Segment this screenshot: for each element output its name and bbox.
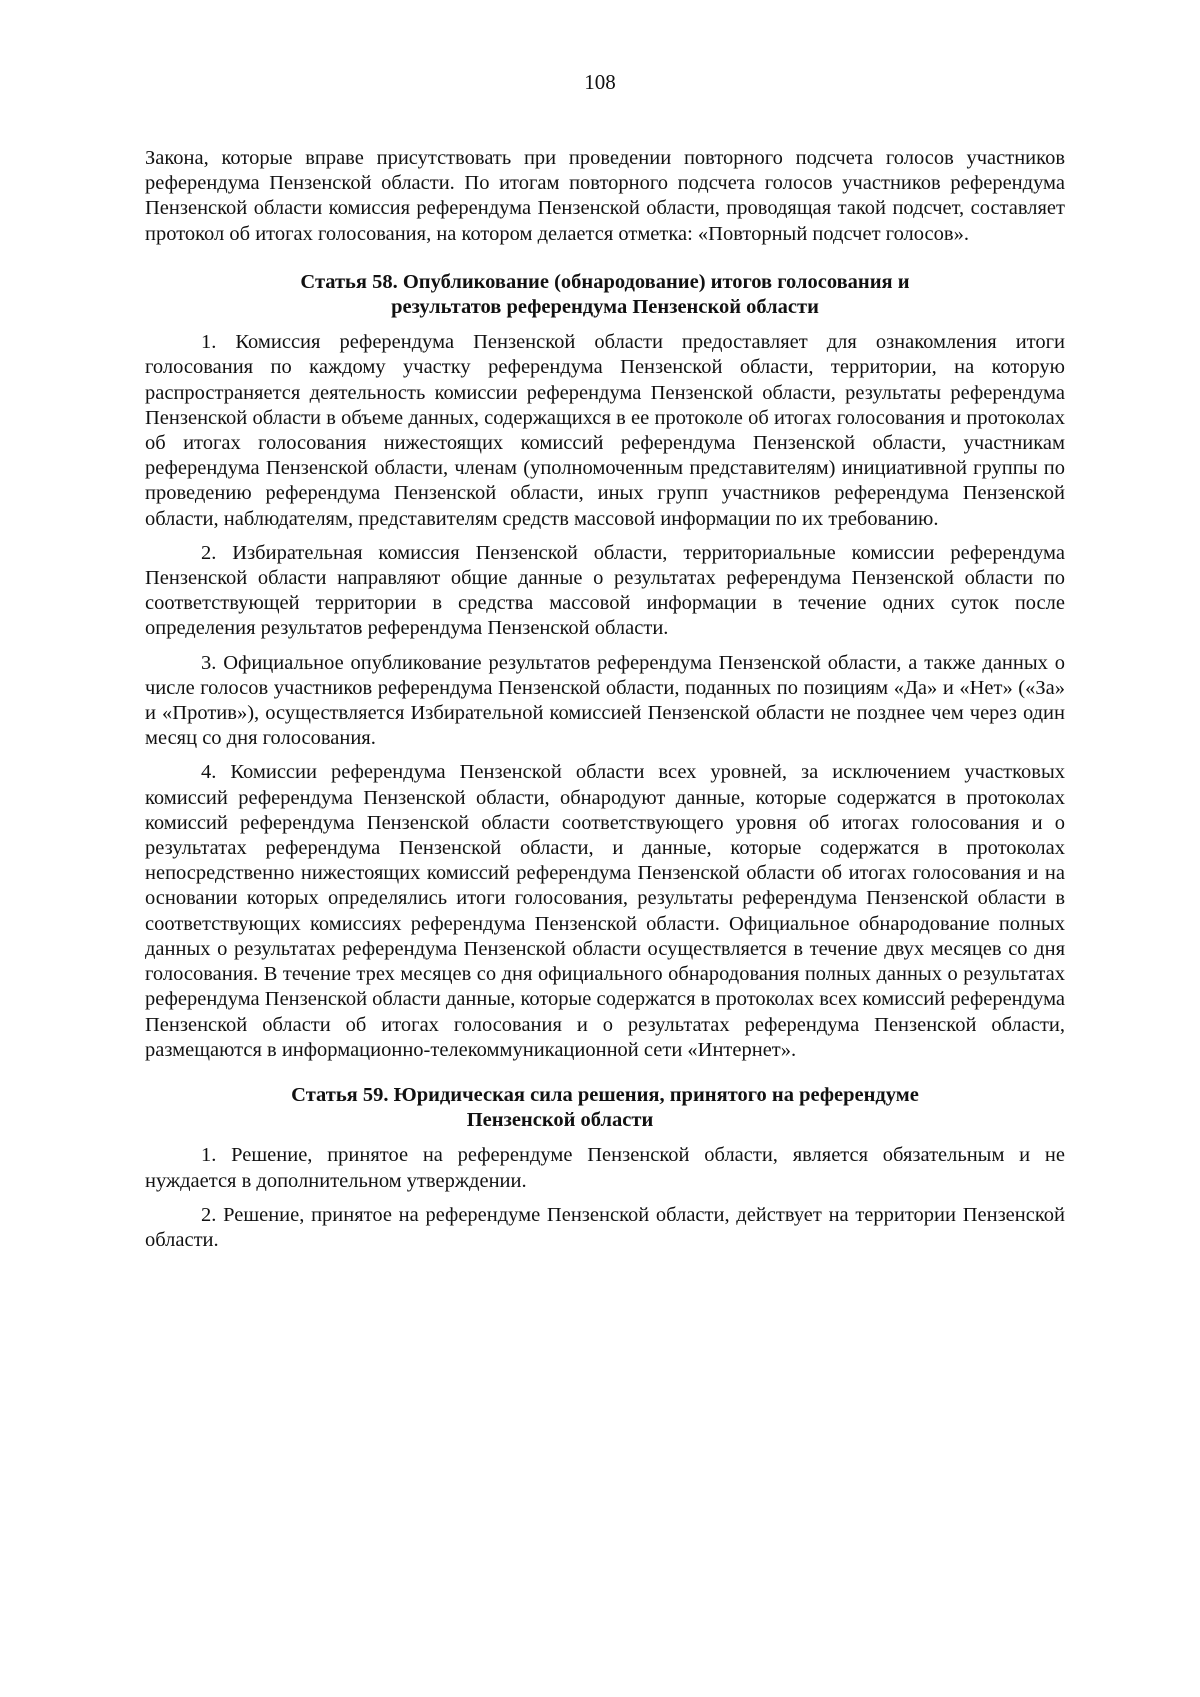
article-59-heading bbox=[145, 1083, 1065, 1133]
article-58-paragraph-4: 4. Комиссии референдума Пензенской области всех уровней, за исключением участковых комиссий референдума Пензенской области, обнародуют данные, которые содержатся в протоколах комиссий референдума Пензенской области соответствующего уровня об итогах голосования и о результатах референдума Пензенской области, и данные, которые содержатся в протоколах непосредственно нижестоящих комиссий референдума Пензенской области об итогах голосования и на основании которых определялись итоги голосования, результаты референдума Пензенской области в соответствующих комиссиях референдума Пензенской области. Официальное обнародование полных данных о результатах референдума Пензенской области осуществляется в течение двух месяцев со дня голосования. В течение трех месяцев со дня официального обнародования полных данных о результатах референдума Пензенской области данные, которые содержатся в протоколах всех комиссий референдума Пензенской области об итогах голосования и о результатах референдума Пензенской области, размещаются в информационно-телекоммуникационной сети «Интернет». bbox=[145, 761, 1065, 1061]
article-58-title-line-1: Статья 58. Опубликование (обнародование) итогов голосования и bbox=[300, 270, 910, 293]
article-59-title-line-2: Пензенской области bbox=[466, 1109, 654, 1132]
article-58-paragraph-3: 3. Официальное опубликование результатов референдума Пензенской области, а также данных о числе голосов участников референдума Пензенской области, поданных по позициям «Да» и «Нет» («За» и «Против»), осуществляется Избирательной комиссией Пензенской области не позднее чем через один месяц со дня голосования. bbox=[145, 651, 1065, 750]
article-59-title-line-1: Статья 59. Юридическая сила решения, принятого на референдуме bbox=[291, 1083, 919, 1106]
page-number: 108 bbox=[584, 70, 616, 94]
article-58-paragraph-2: 2. Избирательная комиссия Пензенской области, территориальные комиссии референдума Пензенской области направляют общие данные о результатах референдума Пензенской области по соответствующей территории в средства массовой информации в течение одних суток после определения результатов референдума Пензенской области. bbox=[145, 541, 1065, 640]
document-body bbox=[145, 146, 1065, 1253]
article-59-paragraph-2: 2. Решение, принятое на референдуме Пензенской области, действует на территории Пензенской области. bbox=[145, 1203, 1065, 1251]
article-59-paragraph-1: 1. Решение, принятое на референдуме Пензенской области, является обязательным и не нуждается в дополнительном утверждении. bbox=[145, 1144, 1065, 1192]
intro-paragraph: Закона, которые вправе присутствовать при проведении повторного подсчета голосов участников референдума Пензенской области. По итогам повторного подсчета голосов участников референдума Пензенской области комиссия референдума Пензенской области, проводящая такой подсчет, составляет протокол об итогах голосования, на котором делается отметка: «Повторный подсчет голосов». bbox=[145, 147, 1065, 245]
article-58-paragraph-1: 1. Комиссия референдума Пензенской области предоставляет для ознакомления итоги голосования по каждому участку референдума Пензенской области, территории, на которую распространяется деятельность комиссии референдума Пензенской области, результаты референдума Пензенской области в объеме данных, содержащихся в ее протоколе об итогах голосования и протоколах об итогах голосования нижестоящих комиссий референдума Пензенской области, участникам референдума Пензенской области, членам (уполномоченным представителям) инициативной группы по проведению референдума Пензенской области, иных групп участников референдума Пензенской области, наблюдателям, представителям средств массовой информации по их требованию. bbox=[145, 331, 1065, 530]
article-58-title-line-2: результатов референдума Пензенской области bbox=[391, 296, 819, 319]
article-58-heading bbox=[145, 270, 1065, 320]
